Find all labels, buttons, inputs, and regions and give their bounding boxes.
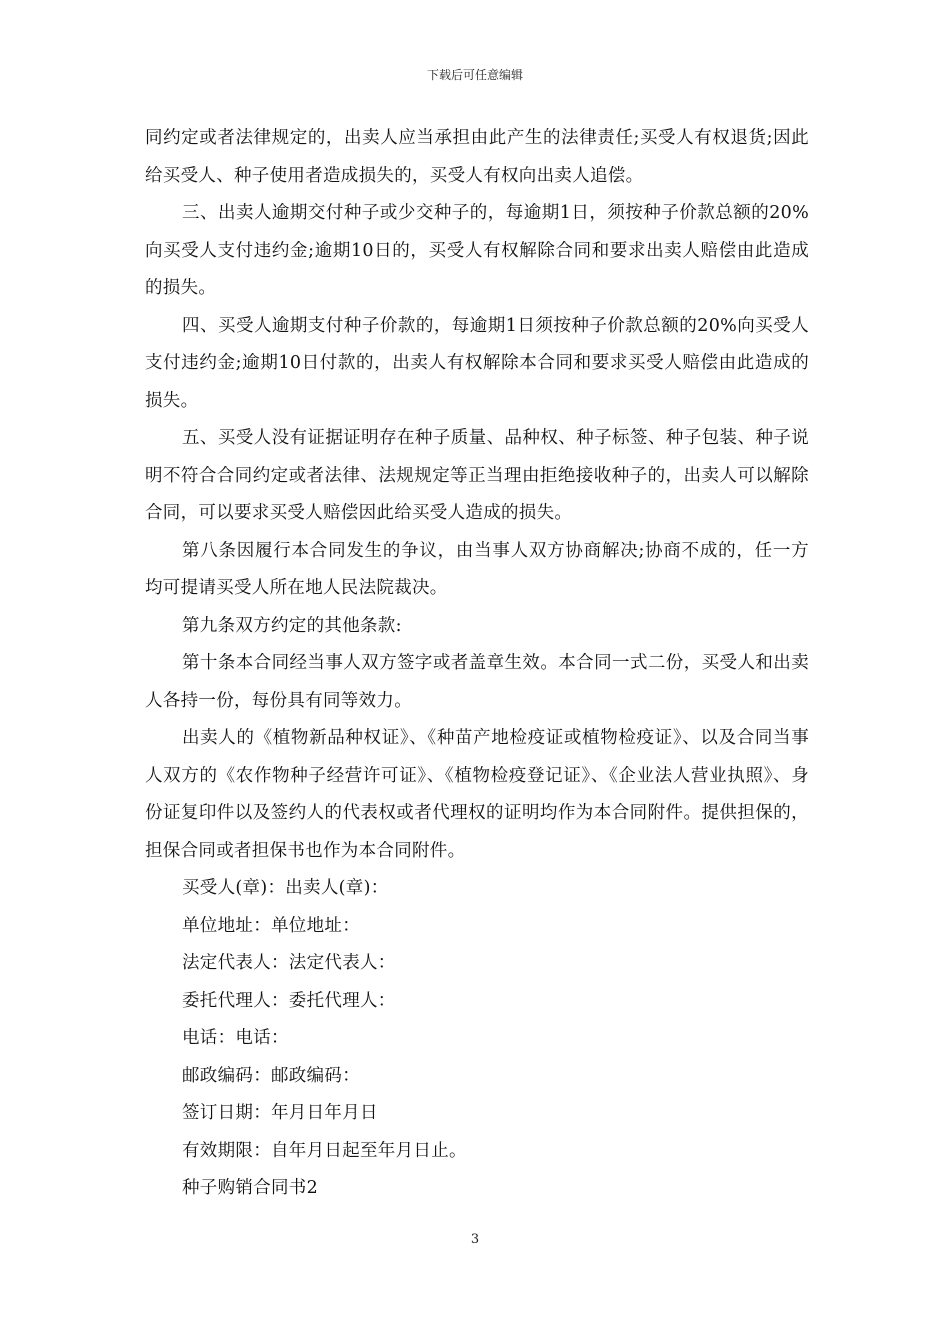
signature-phone-line: 电话：电话： bbox=[182, 1028, 289, 1048]
signature-postcode-line: 邮政编码：邮政编码： bbox=[182, 1065, 360, 1086]
signature-legal-rep-line: 法定代表人：法定代表人： bbox=[182, 953, 396, 973]
signature-agent-line: 委托代理人：委托代理人： bbox=[182, 990, 396, 1011]
signature-seal-line: 买受人(章)：出卖人(章)： bbox=[182, 878, 389, 898]
signature-address-line: 单位地址：单位地址： bbox=[182, 915, 360, 936]
paragraph-article-8: 第八条因履行本合同发生的争议，由当事人双方协商解决;协商不成的，任一方均可提请买受人所在地人民法院裁决。 bbox=[145, 540, 809, 598]
signature-date-line: 签订日期：年月日年月日 bbox=[182, 1103, 378, 1123]
paragraph-continuation: 同约定或者法律规定的，出卖人应当承担由此产生的法律责任;买受人有权退货;因此给买受人、种子使用者造成损失的，买受人有权向出卖人追偿。 bbox=[145, 128, 809, 186]
paragraph-article-9: 第九条双方约定的其他条款: bbox=[182, 615, 402, 636]
document-body bbox=[145, 120, 809, 1208]
next-contract-title: 种子购销合同书2 bbox=[182, 1178, 319, 1198]
page-header: 下载后可任意编辑 bbox=[426, 68, 523, 82]
paragraph-clause-4: 四、买受人逾期支付种子价款的，每逾期1日须按种子价款总额的20%向买受人支付违约金;逾期10日付款的，出卖人有权解除本合同和要求买受人赔偿由此造成的损失。 bbox=[145, 315, 809, 411]
paragraph-clause-5: 五、买受人没有证据证明存在种子质量、品种权、种子标签、种子包装、种子说明不符合合同约定或者法律、法规规定等正当理由拒绝接收种子的，出卖人可以解除合同，可以要求买受人赔偿因此给买受人造成的损失。 bbox=[145, 428, 809, 523]
page-number: 3 bbox=[470, 1232, 480, 1247]
paragraph-attachments: 出卖人的《植物新品种权证》、《种苗产地检疫证或植物检疫证》、以及合同当事人双方的《农作物种子经营许可证》、《植物检疫登记证》、《企业法人营业执照》、身份证复印件以及签约人的代表权或者代理权的证明均作为本合同附件。提供担保的，担保合同或者担保书也作为本合同附件。 bbox=[145, 728, 809, 861]
paragraph-clause-3: 三、出卖人逾期交付种子或少交种子的，每逾期1日，须按种子价款总额的20%向买受人支付违约金;逾期10日的，买受人有权解除合同和要求出卖人赔偿由此造成的损失。 bbox=[145, 203, 809, 298]
validity-period-line: 有效期限：自年月日起至年月日止。 bbox=[182, 1140, 467, 1161]
paragraph-article-10: 第十条本合同经当事人双方签字或者盖章生效。本合同一式二份，买受人和出卖人各持一份，每份具有同等效力。 bbox=[145, 653, 809, 711]
